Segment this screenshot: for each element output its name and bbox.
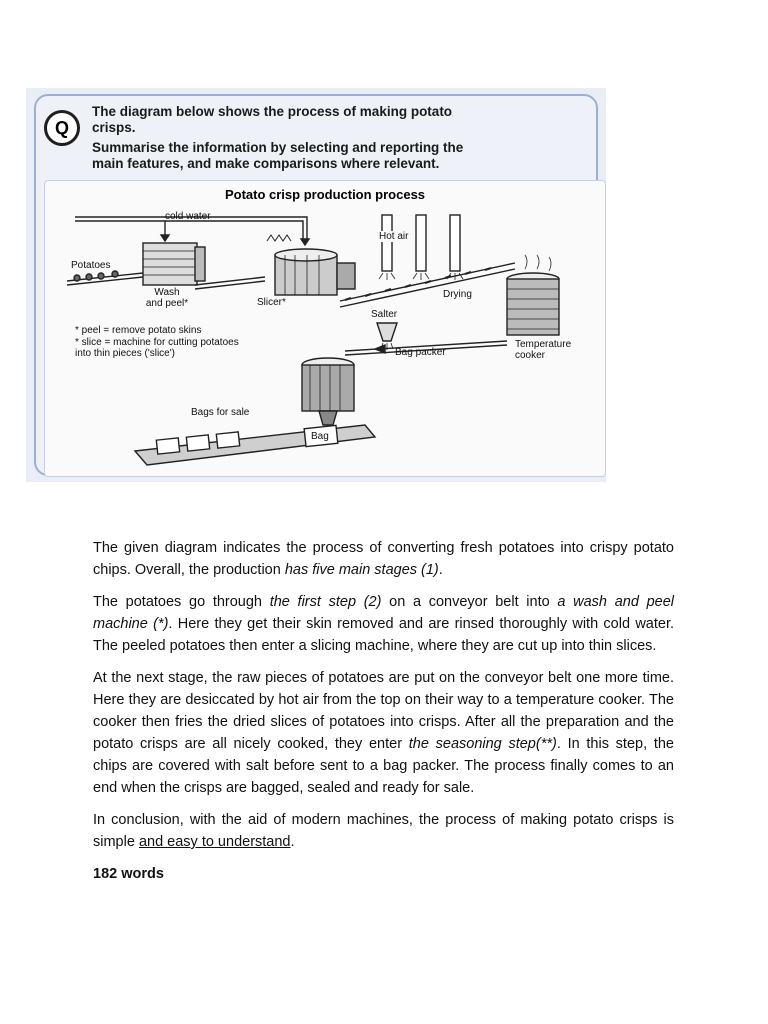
p4-text-a: In conclusion, with the aid of modern machines, the process of making potato crisps is simple — [93, 812, 674, 850]
label-potatoes: Potatoes — [71, 260, 111, 271]
p2-text-c: on a conveyor belt into — [381, 594, 558, 610]
essay-paragraph-2 — [93, 591, 674, 657]
question-line-2: crisps. — [92, 120, 136, 135]
essay-paragraph-4 — [93, 809, 674, 853]
instruction-line-2: main features, and make comparisons where relevant. — [92, 156, 440, 171]
p4-text-b: and easy to understand — [138, 834, 291, 850]
label-bags-for-sale: Bags for sale — [191, 407, 250, 418]
question-badge: Q — [44, 110, 80, 146]
wash-peel-machine — [143, 243, 205, 285]
slicer-machine — [267, 235, 355, 295]
hot-air-pipes — [379, 215, 463, 280]
p1-text-a: The given diagram indicates the process of converting fresh potatoes into crispy potato chips. Overall, the production — [93, 540, 674, 578]
process-diagram — [44, 180, 606, 477]
note-slice: * slice = machine for cutting potatoes into thin pieces ('slice') — [75, 337, 239, 359]
note-peel: * peel = remove potato skins — [75, 325, 202, 336]
p1-text-b: has five main stages (1) — [284, 562, 439, 578]
question-line-1: The diagram below shows the process of making potato — [92, 104, 453, 119]
label-cold-water: cold water — [165, 211, 211, 222]
label-bag-packer: Bag packer — [395, 347, 446, 358]
instruction-line-1: Summarise the information by selecting and reporting the — [92, 140, 464, 155]
p3-text-c: . In this step, the chips are covered with salt before sent to a bag packer. The process finally comes to an end when the crisps are bagged, sealed and ready for sale. — [93, 736, 674, 796]
p1-text-c: . — [438, 562, 443, 578]
p2-text-b: the first step (2) — [269, 594, 382, 610]
bags-conveyor — [135, 425, 375, 465]
p2-text-e: . Here they get their skin removed and are rinsed thoroughly with cold water. The peeled potatoes then enter a slicing machine, where they are cut up into thin slices. — [93, 616, 674, 654]
question-text — [92, 104, 592, 172]
p4-text-c: . — [290, 834, 295, 850]
salter — [377, 323, 397, 350]
label-wash-and-peel: Wash and peel* — [145, 287, 189, 309]
p3-text-a: At the next stage, the raw pieces of potatoes are put on the conveyor belt one more time. Here they are desiccated by hot air from the top on their way to a temperature cooker. The cooker then fries the dried slices of potatoes into crisps. After all the preparation and the potato crisps are all nicely cooked, they enter — [93, 670, 674, 752]
word-count: 182 words — [93, 866, 164, 882]
essay-paragraph-1 — [93, 537, 674, 581]
label-drying: Drying — [443, 289, 472, 300]
label-slicer: Slicer* — [257, 297, 286, 308]
diagram-title: Potato crisp production process — [224, 187, 426, 202]
label-hot-air: Hot air — [379, 231, 409, 242]
bag-packer-machine — [302, 358, 354, 431]
essay-paragraph-3 — [93, 667, 674, 799]
label-salter: Salter — [371, 309, 398, 320]
question-card — [26, 88, 606, 482]
p2-text-d: a wash and peel machine (*) — [93, 594, 674, 632]
essay-body — [93, 537, 674, 885]
label-bag: Bag — [311, 431, 329, 442]
label-temperature-cooker: Temperature cooker — [515, 339, 572, 361]
question-card-frame — [34, 94, 598, 476]
p3-text-b: the seasoning step(**) — [408, 736, 557, 752]
temperature-cooker — [507, 255, 559, 335]
p2-text-a: The potatoes go through — [93, 594, 270, 610]
